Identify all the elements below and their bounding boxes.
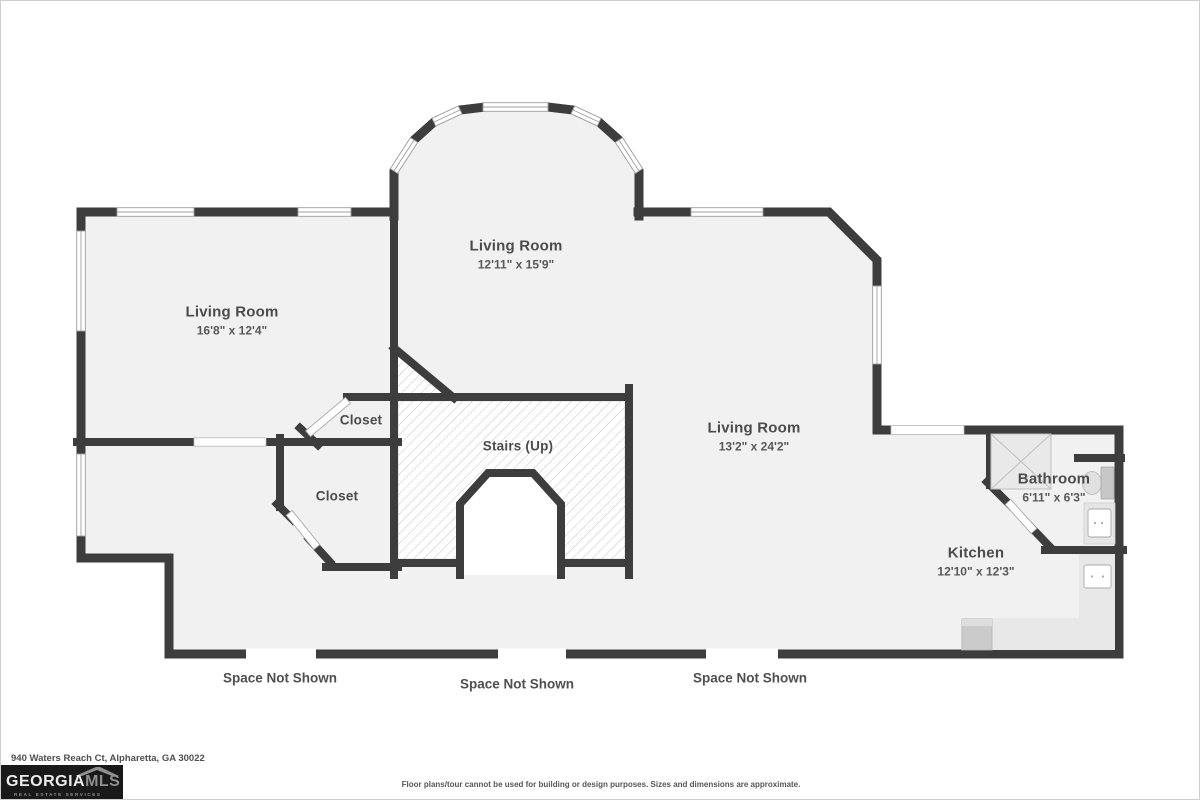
label-living-room-top: Living Room 12'11" x 15'9" [469,237,563,272]
logo-brand-text: GEORGIAMLS [6,773,121,790]
bathroom-sink-icon [1084,503,1115,544]
window [691,208,763,217]
bay-window-pane [483,103,548,112]
window [117,208,194,217]
label-living-room-right: Living Room 13'2" x 24'2" [707,419,801,454]
window [298,208,351,217]
georgia-mls-logo [1,765,123,800]
label-space-not-shown-1: Space Not Shown [222,670,338,686]
label-closet-upper: Closet [339,412,383,428]
kitchen-sink-icon [1084,565,1111,588]
label-space-not-shown-2: Space Not Shown [459,676,575,692]
window [77,231,86,331]
property-address: 940 Waters Reach Ct, Alpharetta, GA 30022 [11,753,205,764]
window [77,454,86,536]
window [873,286,882,364]
disclaimer-text: Floor plans/tour cannot be used for building or design purposes. Sizes and dimensions are approximate. [401,780,801,789]
label-closet-lower: Closet [315,488,359,504]
floorplan-drawing [1,1,1200,800]
label-space-not-shown-3: Space Not Shown [692,670,808,686]
label-bathroom: Bathroom 6'11" x 6'3" [1017,470,1091,505]
label-living-room-left: Living Room 16'8" x 12'4" [185,303,279,338]
label-kitchen: Kitchen 12'10" x 12'3" [937,544,1015,579]
logo-tagline: REAL ESTATE SERVICES [14,792,102,797]
label-stairs: Stairs (Up) [482,438,554,454]
stove-icon [962,619,992,650]
